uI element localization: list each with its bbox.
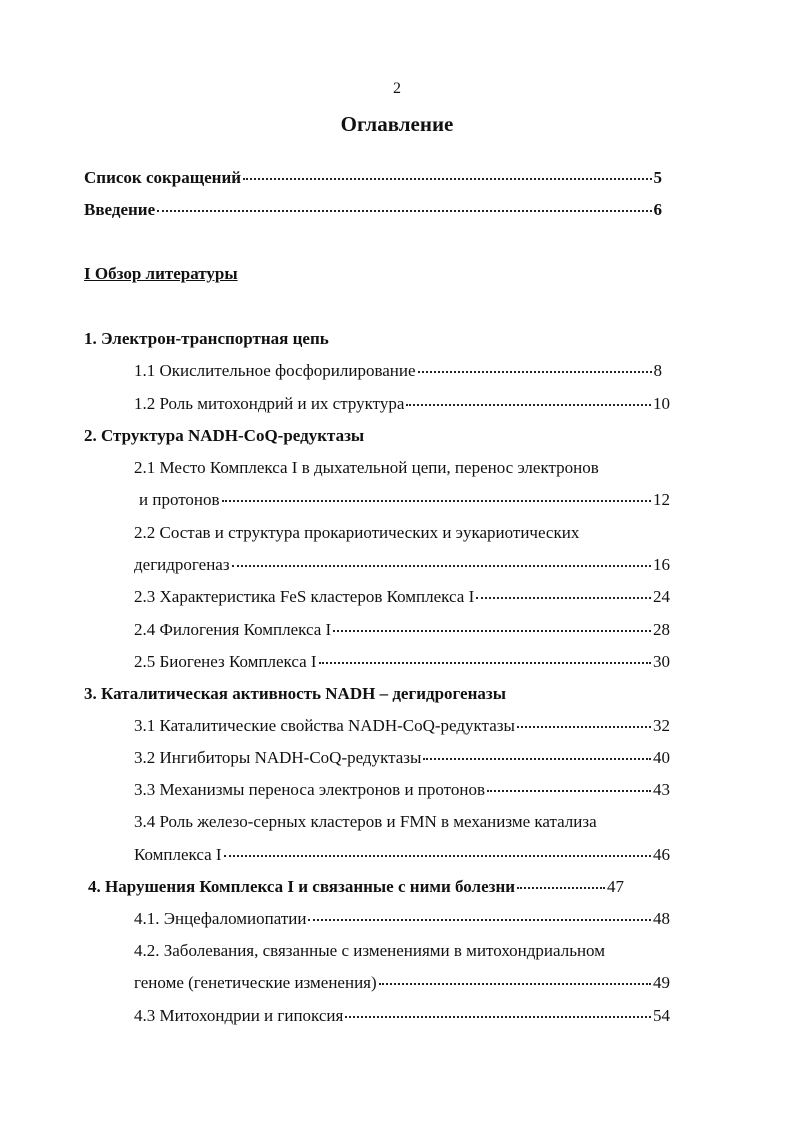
entry-text: дегидрогеназ — [134, 555, 230, 574]
entry-page: 8 — [653, 361, 662, 380]
leader-dots — [487, 790, 651, 792]
leader-dots — [418, 371, 652, 373]
toc-entry-abbreviations — [84, 168, 662, 190]
entry-text: Комплекса I — [134, 845, 222, 864]
leader-dots — [222, 500, 651, 502]
toc-entry-2-4 — [134, 620, 670, 642]
entry-page: 43 — [653, 780, 670, 799]
entry-text: и протонов — [139, 490, 220, 509]
entry-page: 49 — [653, 973, 670, 992]
section-1-heading: 1. Электрон-транспортная цепь — [84, 329, 329, 348]
entry-page: 6 — [653, 200, 662, 219]
entry-text: Список сокращений — [84, 168, 242, 187]
leader-dots — [517, 887, 605, 889]
toc-entry-4-1 — [134, 909, 670, 931]
leader-dots — [345, 1016, 651, 1018]
entry-page: 46 — [653, 845, 670, 864]
toc-entry-4-2 — [134, 973, 670, 995]
leader-dots — [224, 855, 651, 857]
section-2-heading: 2. Структура NADH-CoQ-редуктазы — [84, 426, 365, 445]
entry-page: 40 — [653, 748, 670, 767]
leader-dots — [517, 726, 651, 728]
section-3-heading: 3. Каталитическая активность NADH – дегидрогеназы — [84, 684, 506, 703]
entry-text: Введение — [84, 200, 156, 219]
entry-text: 4. Нарушения Комплекса I и связанные с ними болезни — [88, 877, 516, 896]
entry-page: 48 — [653, 909, 670, 928]
toc-entry-3-2 — [134, 748, 670, 770]
entry-text: 2.4 Филогения Комплекса I — [134, 620, 332, 639]
toc-title: Оглавление — [340, 112, 454, 136]
entry-page: 5 — [653, 168, 662, 187]
entry-page: 32 — [653, 716, 670, 735]
section-4-heading — [88, 877, 624, 899]
toc-entry-2-2-line1: 2.2 Состав и структура прокариотических и эукариотических — [134, 523, 580, 542]
entry-page: 16 — [653, 555, 670, 574]
entry-text: 1.2 Роль митохондрий и их структура — [134, 394, 405, 413]
leader-dots — [333, 630, 651, 632]
toc-entry-1-2 — [134, 394, 670, 416]
toc-entry-2-1 — [139, 490, 670, 512]
toc-entry-4-2-line1: 4.2. Заболевания, связанные с изменениями в митохондриальном — [134, 941, 605, 960]
entry-text: 2.3 Характеристика FeS кластеров Комплекса I — [134, 587, 475, 606]
toc-entry-introduction — [84, 200, 662, 222]
leader-dots — [308, 919, 651, 921]
leader-dots — [319, 662, 651, 664]
entry-page: 47 — [607, 877, 624, 896]
toc-entry-3-4 — [134, 845, 670, 867]
entry-page: 24 — [653, 587, 670, 606]
leader-dots — [423, 758, 651, 760]
toc-entry-1-1 — [134, 361, 662, 383]
entry-text: 3.1 Каталитические свойства NADH-CoQ-редуктазы — [134, 716, 515, 735]
toc-entry-2-5 — [134, 652, 670, 674]
leader-dots — [157, 210, 651, 212]
entry-text: 3.2 Ингибиторы NADH-CoQ-редуктазы — [134, 748, 422, 767]
entry-page: 54 — [653, 1006, 670, 1025]
leader-dots — [379, 983, 651, 985]
entry-page: 28 — [653, 620, 670, 639]
toc-entry-2-3 — [134, 587, 670, 609]
page-number: 2 — [393, 80, 401, 97]
leader-dots — [232, 565, 651, 567]
entry-text: 1.1 Окислительное фосфорилирование — [134, 361, 416, 380]
toc-entry-2-2 — [134, 555, 670, 577]
entry-page: 30 — [653, 652, 670, 671]
entry-text: 2.5 Биогенез Комплекса I — [134, 652, 317, 671]
toc-entry-4-3 — [134, 1006, 670, 1028]
toc-entry-3-4-line1: 3.4 Роль железо-серных кластеров и FMN в механизме катализа — [134, 812, 597, 831]
leader-dots — [243, 178, 651, 180]
toc-entry-3-3 — [134, 780, 670, 802]
toc-entry-3-1 — [134, 716, 670, 738]
entry-text: геноме (генетические изменения) — [134, 973, 377, 992]
entry-page: 12 — [653, 490, 670, 509]
entry-text: 3.3 Механизмы переноса электронов и протонов — [134, 780, 486, 799]
leader-dots — [476, 597, 651, 599]
entry-text: 4.3 Митохондрии и гипоксия — [134, 1006, 344, 1025]
toc-entry-2-1-line1: 2.1 Место Комплекса I в дыхательной цепи, перенос электронов — [134, 458, 599, 477]
entry-text: 4.1. Энцефаломиопатии — [134, 909, 307, 928]
leader-dots — [406, 404, 651, 406]
part-title: I Обзор литературы — [84, 264, 238, 283]
entry-page: 10 — [653, 394, 670, 413]
